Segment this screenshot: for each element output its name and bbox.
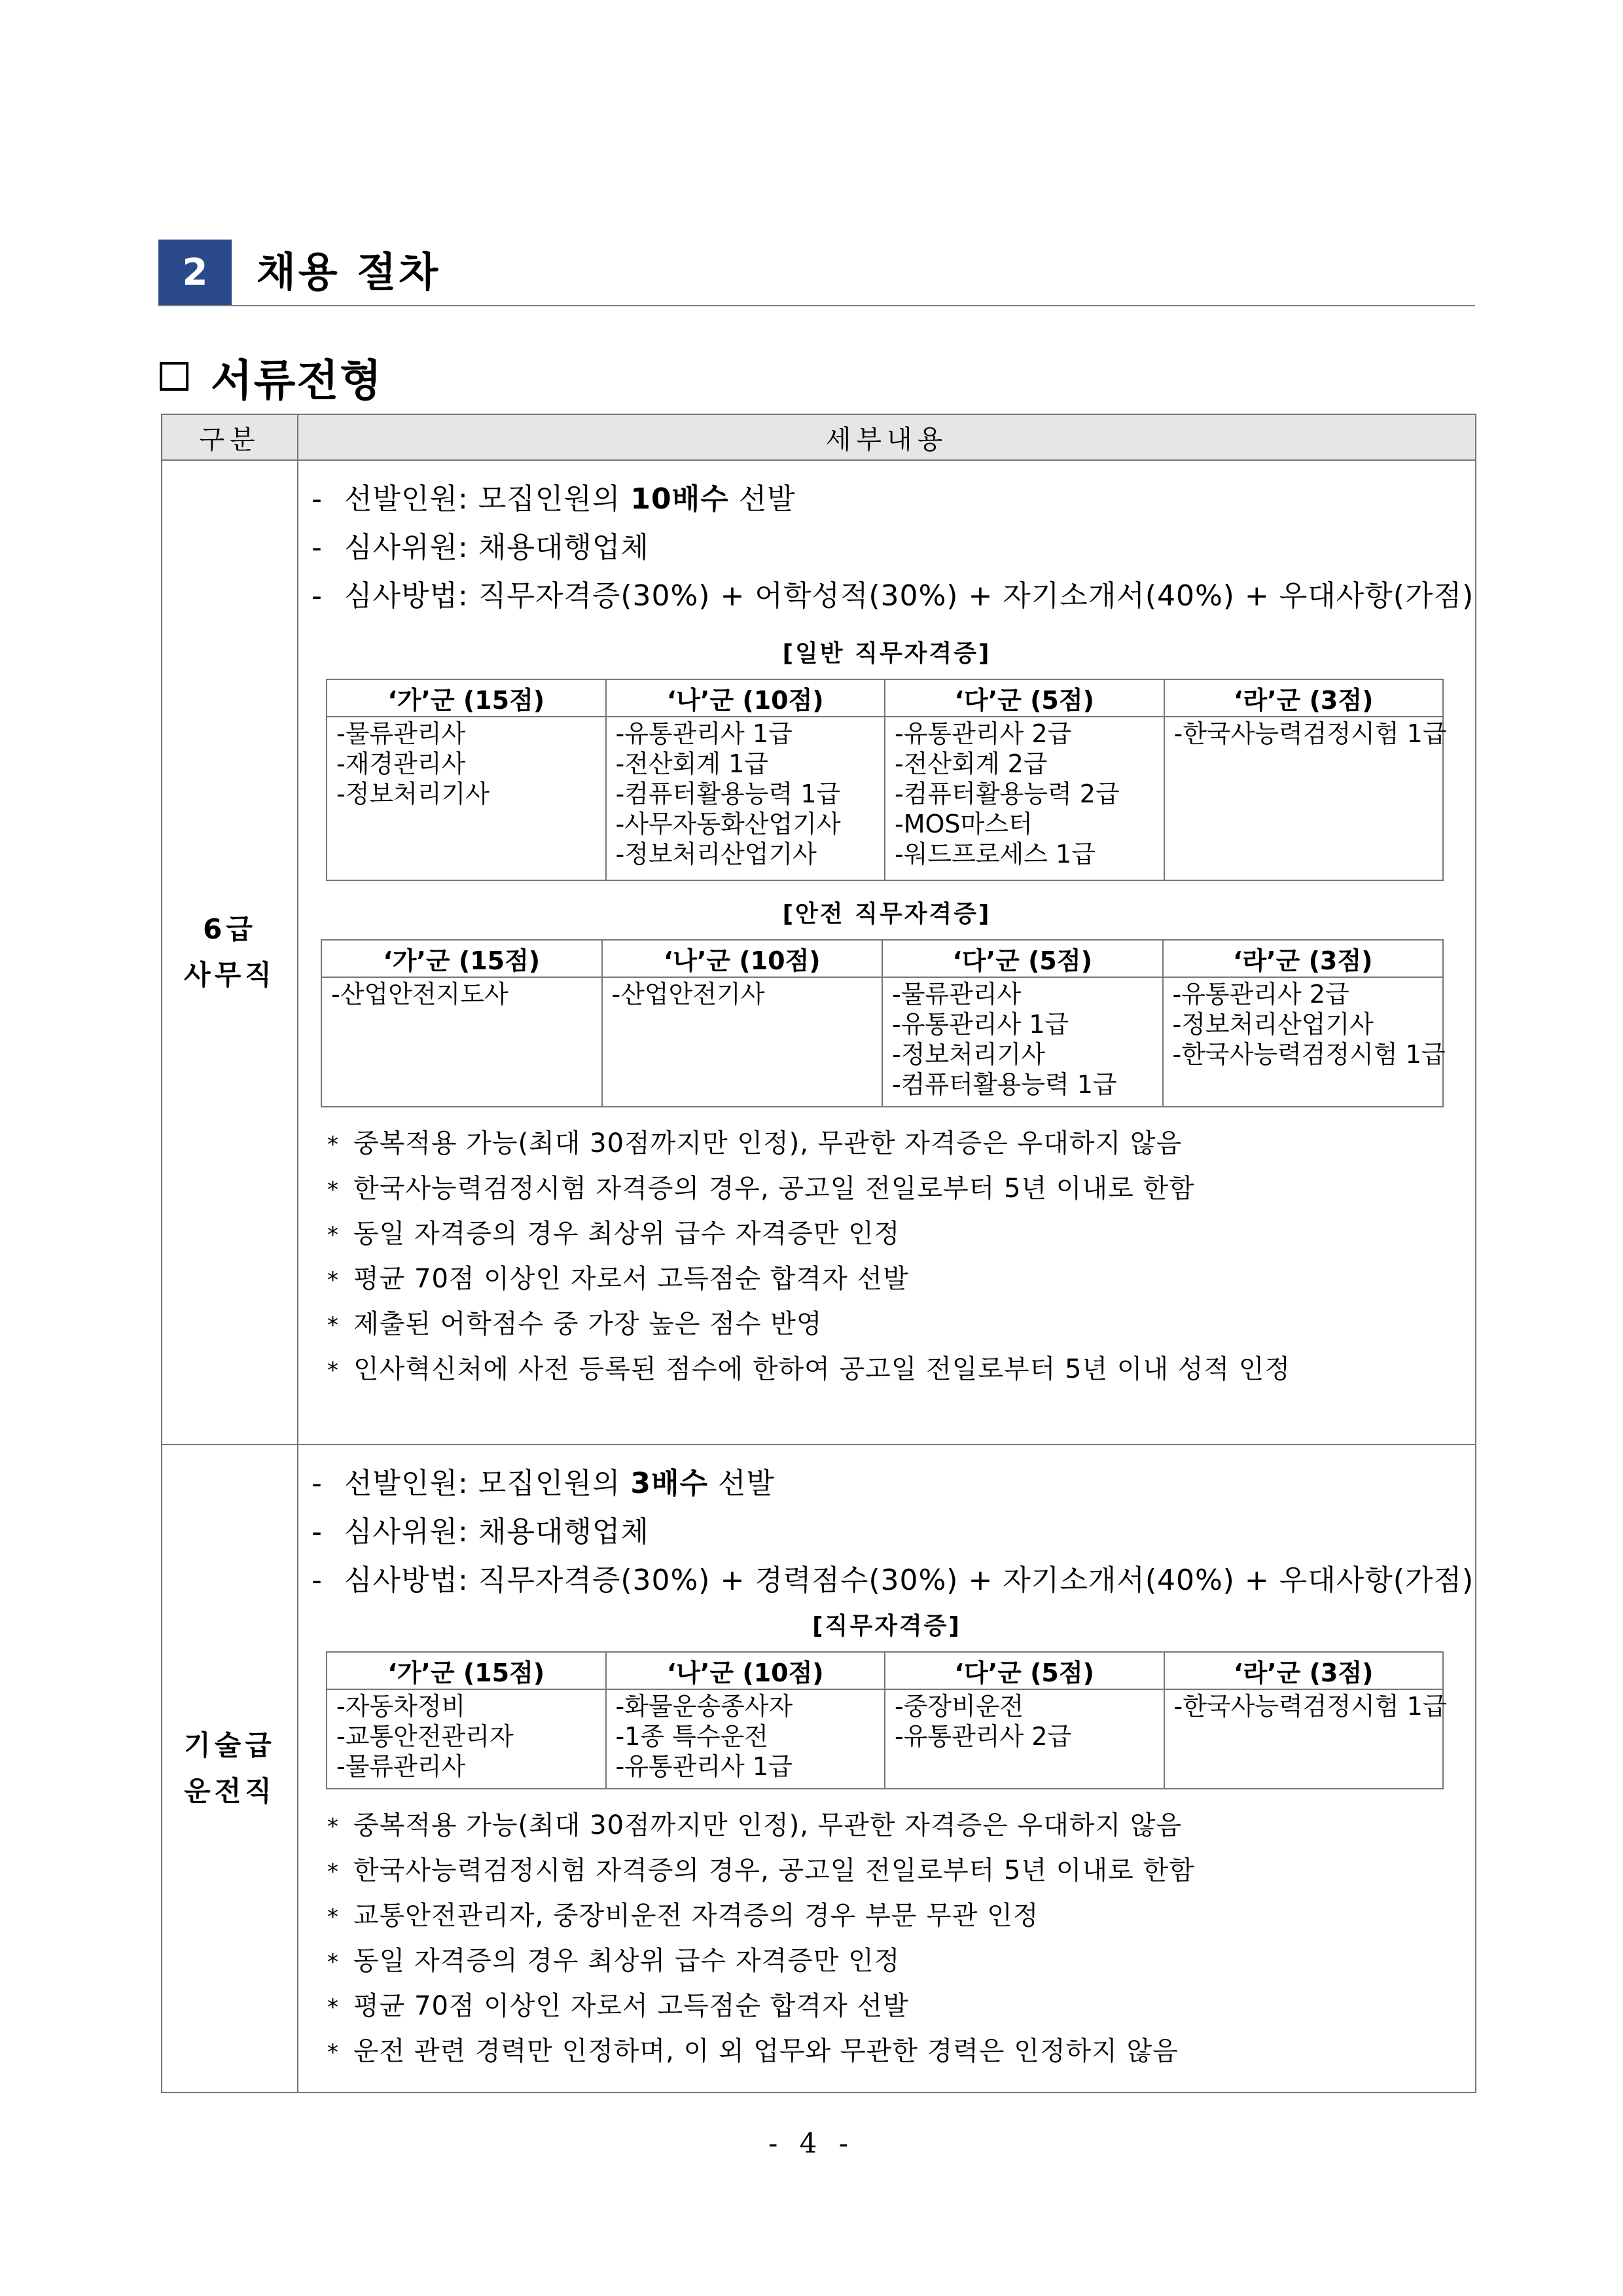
certificate-item: -컴퓨터활용능력 1급 [615,780,841,808]
group-ga-list [327,717,606,880]
group-ra-header: ‘라’군 (3점) [1163,940,1444,977]
note-item: * 운전 관련 경력만 인정하며, 이 외 업무와 무관한 경력은 인정하지 않음 [312,2030,1475,2075]
dash-mark: - [312,531,323,564]
certificate-item: -산업안전지도사 [331,980,508,1009]
certificate-item: -중장비운전 [895,1692,1024,1721]
bullet-item: - 선발인원: 모집인원의 10배수 선발 [312,475,1475,524]
certificate-item: -자동차정비 [336,1692,466,1721]
certificate-item: -사무자동화산업기사 [615,810,841,838]
bullet-list [312,475,1475,620]
asterisk-mark: * [327,1312,339,1338]
certificate-item: -정보처리산업기사 [1172,1010,1374,1039]
bullet-item: - 선발인원: 모집인원의 3배수 선발 [312,1460,1475,1508]
details-cell [298,1444,1476,2092]
row-office [162,460,1476,1444]
asterisk-mark: * [327,1222,339,1248]
category-job: 사무직 [184,959,276,991]
subtable-row [327,717,1443,880]
subsection-title: 서류전형 [211,355,383,406]
subtable-header-row [327,1652,1443,1689]
header-details: 세부내용 [298,414,1476,460]
certificate-item: -워드프로세스 1급 [895,840,1096,869]
group-na-header: ‘나’군 (10점) [602,940,883,977]
certificate-item: -MOS마스터 [895,810,1033,838]
certificate-item: -정보처리산업기사 [615,840,817,869]
dash-mark: - [312,1515,323,1549]
group-na-list [602,977,883,1107]
page-number: - 4 - [768,2127,855,2159]
section-number: 2 [158,240,232,305]
certificate-item: -물류관리사 [336,1752,466,1781]
group-da-list [885,1689,1164,1789]
group-na-list [606,1689,885,1789]
subsection-heading [160,347,383,406]
group-ga-header: ‘가’군 (15점) [327,679,606,717]
certificate-item: -전산회계 2급 [895,749,1048,778]
screening-table [161,414,1476,2093]
certificate-item: -산업안전기사 [611,980,765,1009]
row-driver [162,1444,1476,2092]
qualification-table [326,1651,1447,1789]
group-ga-list [327,1689,606,1789]
asterisk-mark: * [327,1904,339,1930]
asterisk-mark: * [327,2039,339,2066]
group-ra-list [1163,977,1444,1107]
dash-mark: - [312,1467,323,1500]
group-da-header: ‘다’군 (5점) [882,940,1163,977]
category-grade: 6급 [203,913,257,945]
certificate-item: -교통안전관리자 [336,1722,514,1751]
group-na-header: ‘나’군 (10점) [606,1652,885,1689]
details-cell [298,460,1476,1444]
group-ra-list [1164,717,1447,880]
qualification-table [326,679,1447,881]
group-ga-header: ‘가’군 (15점) [321,940,602,977]
asterisk-mark: * [327,1949,339,1975]
certificate-item: -유통관리사 2급 [1172,980,1349,1009]
category-job: 운전직 [184,1775,276,1807]
subtable-caption: [직무자격증] [812,1613,961,1640]
note-item: * 동일 자격증의 경우 최상위 급수 자격증만 인정 [312,1939,1475,1984]
bullet-item: - 심사방법: 직무자격증(30%) + 어학성적(30%) + 자기소개서(40%) + 우대사항(가점) [312,572,1475,620]
certificate-item: -전산회계 1급 [615,749,769,778]
section-title: 채용 절차 [257,248,441,296]
section-header [158,240,1475,306]
asterisk-mark: * [327,1357,339,1384]
table-header-row [162,414,1476,460]
dash-mark: - [312,482,323,516]
certificate-item: -유통관리사 2급 [895,1722,1072,1751]
group-ga-header: ‘가’군 (15점) [327,1652,606,1689]
asterisk-mark: * [327,1132,339,1158]
bullet-item: - 심사위원: 채용대행업체 [312,524,1475,572]
certificate-item: -유통관리사 1급 [615,719,793,748]
note-item: * 제출된 어학점수 중 가장 높은 점수 반영 [312,1302,1475,1348]
certificate-item: -유통관리사 2급 [895,719,1072,748]
note-item: * 한국사능력검정시험 자격증의 경우, 공고일 전일로부터 5년 이내로 한함 [312,1167,1475,1212]
note-item: * 중복적용 가능(최대 30점까지만 인정), 무관한 자격증은 우대하지 않음 [312,1122,1475,1167]
note-item: * 인사혁신처에 사전 등록된 점수에 한하여 공고일 전일로부터 5년 이내 성적 인정 [312,1348,1475,1393]
certificate-item: -유통관리사 1급 [615,1752,793,1781]
certificate-item: -컴퓨터활용능력 2급 [895,780,1120,808]
header-category: 구분 [162,414,298,460]
note-list [312,1804,1475,2075]
certificate-item: -정보처리기사 [892,1040,1045,1069]
group-da-header: ‘다’군 (5점) [885,1652,1164,1689]
certificate-item: -정보처리기사 [336,780,490,808]
group-ra-header: ‘라’군 (3점) [1164,1652,1444,1689]
note-list [312,1122,1475,1393]
group-ra-header: ‘라’군 (3점) [1164,679,1444,717]
subtable-row [327,1689,1443,1789]
group-na-header: ‘나’군 (10점) [606,679,885,717]
bullet-item: - 심사위원: 채용대행업체 [312,1508,1475,1556]
bullet-item: - 심사방법: 직무자격증(30%) + 경력점수(30%) + 자기소개서(40%) + 우대사항(가점) [312,1556,1475,1605]
group-na-list [606,717,885,880]
note-item: * 동일 자격증의 경우 최상위 급수 자격증만 인정 [312,1212,1475,1257]
asterisk-mark: * [327,1267,339,1293]
certificate-item: -한국사능력검정시험 1급 [1173,1692,1447,1721]
asterisk-mark: * [327,1994,339,2020]
dash-mark: - [312,1564,323,1597]
certificate-item: -1종 특수운전 [615,1722,769,1751]
category-cell [162,460,298,1444]
subtable-header-row [327,679,1443,717]
asterisk-mark: * [327,1177,339,1203]
certificate-item: -컴퓨터활용능력 1급 [892,1070,1117,1099]
certificate-item: -유통관리사 1급 [892,1010,1069,1039]
qualification-table [321,939,1444,1107]
asterisk-mark: * [327,1859,339,1885]
note-item: * 교통안전관리자, 중장비운전 자격증의 경우 부문 무관 인정 [312,1894,1475,1939]
group-ra-list [1164,1689,1447,1789]
dash-mark: - [312,579,323,613]
note-item: * 평균 70점 이상인 자로서 고득점순 합격자 선발 [312,1257,1475,1302]
note-item: * 평균 70점 이상인 자로서 고득점순 합격자 선발 [312,1984,1475,2030]
note-item: * 한국사능력검정시험 자격증의 경우, 공고일 전일로부터 5년 이내로 한함 [312,1849,1475,1894]
subtable-header-row [321,940,1443,977]
certificate-item: -재경관리사 [336,749,466,778]
checkbox-icon [160,362,188,391]
group-da-header: ‘다’군 (5점) [885,679,1164,717]
certificate-item: -한국사능력검정시험 1급 [1173,719,1447,748]
category-cell [162,1444,298,2092]
bullet-list [312,1460,1475,1605]
certificate-item: -물류관리사 [892,980,1022,1009]
subtable-row [321,977,1443,1107]
group-da-list [882,977,1163,1107]
group-ga-list [321,977,602,1107]
certificate-item: -한국사능력검정시험 1급 [1172,1040,1446,1069]
category-grade: 기술급 [184,1729,276,1761]
certificate-item: -화물운송종사자 [615,1692,793,1721]
subtable-caption: [안전 직무자격증] [782,901,991,927]
subtable-caption: [일반 직무자격증] [782,640,991,667]
group-da-list [885,717,1164,880]
certificate-item: -물류관리사 [336,719,466,748]
note-item: * 중복적용 가능(최대 30점까지만 인정), 무관한 자격증은 우대하지 않음 [312,1804,1475,1849]
asterisk-mark: * [327,1814,339,1840]
